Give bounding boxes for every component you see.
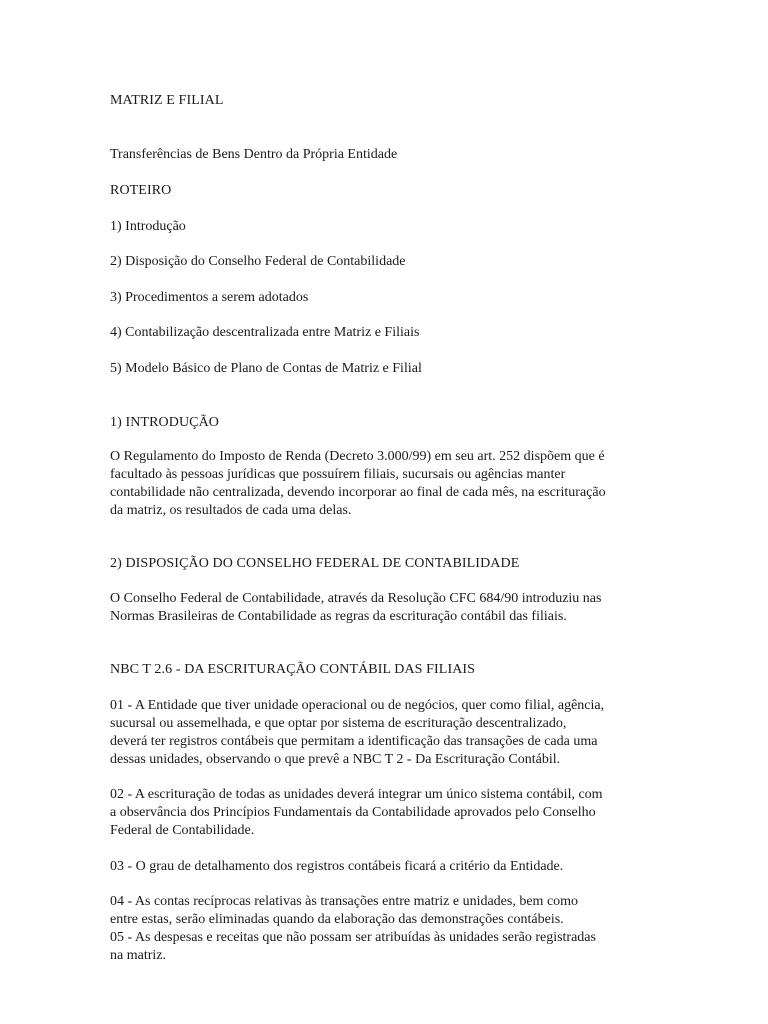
paragraph-line: deverá ter registros contábeis que permitam a identificação das transações de cada uma: [110, 734, 598, 749]
paragraph-line: O Regulamento do Imposto de Renda (Decreto 3.000/99) em seu art. 252 dispõem que é: [110, 449, 605, 464]
paragraph-line: da matriz, os resultados de cada uma delas.: [110, 503, 352, 518]
paragraph-line: facultado às pessoas jurídicas que possuírem filiais, sucursais ou agências manter: [110, 467, 566, 482]
paragraph-line: O Conselho Federal de Contabilidade, através da Resolução CFC 684/90 introduziu nas: [110, 591, 602, 606]
paragraph-line: sucursal ou assemelhada, e que optar por sistema de escrituração descentralizado,: [110, 716, 567, 731]
roteiro-item: 1) Introdução: [110, 219, 186, 234]
section1-heading: 1) INTRODUÇÃO: [110, 415, 220, 430]
nbc-item-01: [110, 697, 670, 769]
roteiro-item: 3) Procedimentos a serem adotados: [110, 290, 309, 305]
paragraph-line: dessas unidades, observando o que prevê a NBC T 2 - Da Escrituração Contábil.: [110, 752, 561, 767]
paragraph-line: entre estas, serão eliminadas quando da elaboração das demonstrações contábeis.: [110, 912, 564, 927]
paragraph-line: 04 - As contas recíprocas relativas às transações entre matriz e unidades, bem como: [110, 894, 579, 909]
roteiro-item: 4) Contabilização descentralizada entre Matriz e Filiais: [110, 325, 420, 340]
paragraph-line: na matriz.: [110, 948, 166, 963]
paragraph-line: a observância dos Princípios Fundamentais da Contabilidade aprovados pelo Conselho: [110, 805, 596, 820]
document-subtitle: Transferências de Bens Dentro da Própria Entidade: [110, 147, 398, 162]
nbc-item-02: [110, 786, 670, 840]
paragraph-line: 02 - A escrituração de todas as unidades deverá integrar um único sistema contábil, com: [110, 787, 603, 802]
paragraph-line: 01 - A Entidade que tiver unidade operacional ou de negócios, quer como filial, agência,: [110, 698, 605, 713]
nbc-item-03: [110, 858, 670, 876]
section2-heading: 2) DISPOSIÇÃO DO CONSELHO FEDERAL DE CONTABILIDADE: [110, 556, 520, 571]
paragraph-line: 03 - O grau de detalhamento dos registros contábeis ficará a critério da Entidade.: [110, 859, 564, 874]
roteiro-heading: ROTEIRO: [110, 183, 172, 198]
nbc-heading: NBC T 2.6 - DA ESCRITURAÇÃO CONTÁBIL DAS FILIAIS: [110, 662, 476, 677]
paragraph-line: contabilidade não centralizada, devendo incorporar ao final de cada mês, na escrituração: [110, 485, 606, 500]
document-title: MATRIZ E FILIAL: [110, 93, 224, 108]
section2-paragraph: [110, 590, 670, 626]
roteiro-item: 5) Modelo Básico de Plano de Contas de Matriz e Filial: [110, 361, 422, 376]
nbc-item-04-05: [110, 893, 670, 965]
paragraph-line: Normas Brasileiras de Contabilidade as regras da escrituração contábil das filiais.: [110, 609, 567, 624]
roteiro-item: 2) Disposição do Conselho Federal de Contabilidade: [110, 254, 406, 269]
paragraph-line: Federal de Contabilidade.: [110, 823, 255, 838]
paragraph-line: 05 - As despesas e receitas que não possam ser atribuídas às unidades serão registradas: [110, 930, 596, 945]
section1-paragraph: [110, 448, 670, 520]
